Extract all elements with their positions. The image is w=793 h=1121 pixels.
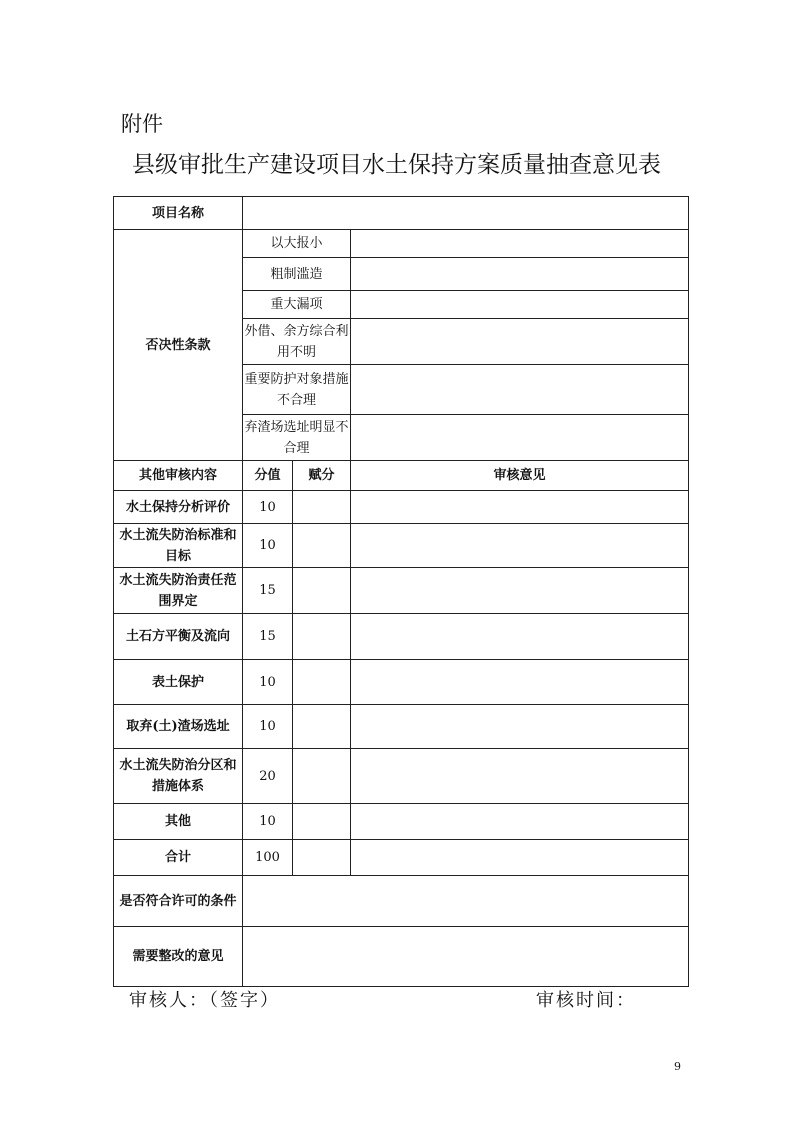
veto-opinion-field[interactable] — [351, 365, 689, 415]
veto-item: 粗制滥造 — [243, 258, 351, 291]
project-name-label: 项目名称 — [114, 197, 243, 230]
item-score: 10 — [243, 705, 293, 749]
table-row — [114, 524, 689, 568]
veto-opinion-field[interactable] — [351, 319, 689, 365]
veto-item: 以大报小 — [243, 230, 351, 258]
assigned-score-field[interactable] — [293, 749, 351, 804]
table-row — [114, 749, 689, 804]
item-label: 水土保持分析评价 — [114, 491, 243, 524]
item-score: 10 — [243, 524, 293, 568]
veto-opinion-field[interactable] — [351, 258, 689, 291]
table-row — [114, 705, 689, 749]
opinion-header: 审核意见 — [351, 461, 689, 491]
rectify-row — [114, 927, 689, 987]
page-number: 9 — [674, 1060, 681, 1073]
assigned-score-field[interactable] — [293, 705, 351, 749]
table-row — [114, 660, 689, 705]
veto-item: 重大漏项 — [243, 291, 351, 319]
header-row — [114, 461, 689, 491]
veto-opinion-field[interactable] — [351, 291, 689, 319]
item-label: 水土流失防治分区和措施体系 — [114, 749, 243, 804]
assigned-score-field[interactable] — [293, 804, 351, 840]
item-score: 15 — [243, 568, 293, 614]
veto-row — [114, 230, 689, 258]
item-label: 水土流失防治责任范围界定 — [114, 568, 243, 614]
item-score: 10 — [243, 660, 293, 705]
veto-item: 外借、余方综合利用不明 — [243, 319, 351, 365]
veto-opinion-field[interactable] — [351, 230, 689, 258]
rectify-field[interactable] — [243, 927, 689, 987]
opinion-field[interactable] — [351, 749, 689, 804]
total-assigned-field[interactable] — [293, 840, 351, 876]
table-row — [114, 491, 689, 524]
other-items-header: 其他审核内容 — [114, 461, 243, 491]
veto-item: 弃渣场选址明显不合理 — [243, 415, 351, 461]
opinion-field[interactable] — [351, 491, 689, 524]
rectify-label: 需要整改的意见 — [114, 927, 243, 987]
attachment-label: 附件 — [121, 112, 163, 136]
reviewer-signature-label: 审核人：（签字） — [129, 990, 280, 1011]
project-name-field[interactable] — [243, 197, 689, 230]
score-header: 分值 — [243, 461, 293, 491]
project-name-row — [114, 197, 689, 230]
opinion-field[interactable] — [351, 804, 689, 840]
compliance-field[interactable] — [243, 876, 689, 927]
assigned-score-field[interactable] — [293, 491, 351, 524]
table-row — [114, 614, 689, 660]
assigned-score-field[interactable] — [293, 568, 351, 614]
compliance-label: 是否符合许可的条件 — [114, 876, 243, 927]
total-row — [114, 840, 689, 876]
veto-opinion-field[interactable] — [351, 415, 689, 461]
opinion-field[interactable] — [351, 660, 689, 705]
assigned-score-field[interactable] — [293, 614, 351, 660]
page-title: 县级审批生产建设项目水土保持方案质量抽查意见表 — [132, 152, 661, 178]
opinion-field[interactable] — [351, 524, 689, 568]
assigned-score-field[interactable] — [293, 524, 351, 568]
assigned-score-field[interactable] — [293, 660, 351, 705]
item-score: 10 — [243, 491, 293, 524]
item-score: 15 — [243, 614, 293, 660]
review-time-label: 审核时间： — [536, 990, 636, 1011]
item-label: 水土流失防治标准和目标 — [114, 524, 243, 568]
item-label: 其他 — [114, 804, 243, 840]
table-row — [114, 804, 689, 840]
opinion-field[interactable] — [351, 705, 689, 749]
total-opinion-field[interactable] — [351, 840, 689, 876]
total-label: 合计 — [114, 840, 243, 876]
item-label: 土石方平衡及流向 — [114, 614, 243, 660]
assigned-score-header: 赋分 — [293, 461, 351, 491]
review-form-table — [113, 196, 689, 987]
item-score: 10 — [243, 804, 293, 840]
veto-item: 重要防护对象措施不合理 — [243, 365, 351, 415]
veto-label: 否决性条款 — [114, 230, 243, 461]
total-score: 100 — [243, 840, 293, 876]
item-label: 取弃(土)渣场选址 — [114, 705, 243, 749]
item-label: 表土保护 — [114, 660, 243, 705]
compliance-row — [114, 876, 689, 927]
table-row — [114, 568, 689, 614]
opinion-field[interactable] — [351, 614, 689, 660]
opinion-field[interactable] — [351, 568, 689, 614]
item-score: 20 — [243, 749, 293, 804]
